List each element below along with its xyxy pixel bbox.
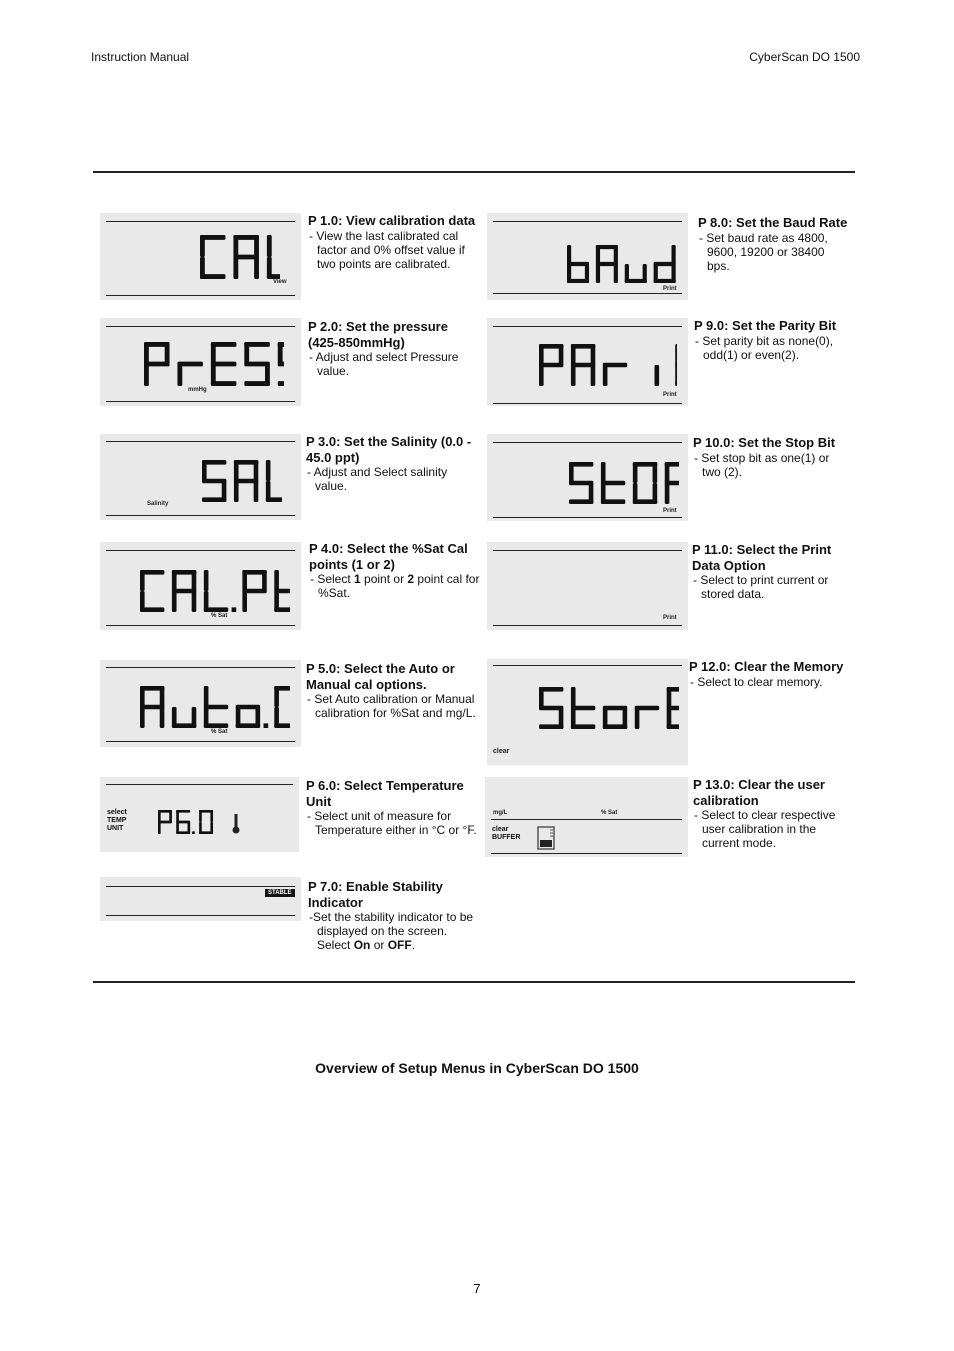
lcd-character [539, 687, 563, 729]
desc-body-p12: - Select to clear memory. [690, 674, 823, 689]
lcd-character [236, 705, 260, 728]
desc-p10 [693, 435, 851, 479]
lcd-panel-p1 [100, 213, 301, 300]
desc-p12 [689, 659, 859, 689]
header-right: CyberScan DO 1500 [749, 50, 860, 64]
bottom-rule [93, 981, 855, 983]
lcd-character [633, 462, 657, 504]
lcd-panel-p10 [487, 434, 688, 521]
desc-title-p3: P 3.0: Set the Salinity (0.0 - 45.0 ppt) [306, 434, 472, 465]
lcd-character [177, 362, 203, 386]
lcd-tag-select-temp-unit: select TEMP UNIT [107, 809, 127, 832]
desc-title-p8: P 8.0: Set the Baud Rate [698, 215, 848, 230]
lcd-panel-p7 [100, 877, 301, 921]
lcd-character [675, 344, 677, 386]
lcd-display-p4 [140, 570, 290, 612]
thermometer-icon [232, 813, 240, 835]
desc-p9 [694, 318, 852, 362]
lcd-character [202, 460, 226, 502]
lcd-panel-p12 [487, 659, 688, 765]
lcd-character [176, 810, 190, 834]
lcd-character [603, 706, 627, 729]
lcd-character [596, 245, 618, 283]
desc-body-p3: - Adjust and Select salinity value. [307, 465, 448, 493]
desc-title-p2: P 2.0: Set the pressure (425-850mmHg) [308, 319, 448, 350]
desc-p4 [309, 541, 481, 600]
lcd-display-p1 [200, 235, 280, 279]
lcd-character [204, 686, 228, 728]
lcd-tag-clear-p12: clear [493, 748, 510, 755]
lcd-character [200, 235, 226, 279]
lcd-character [144, 342, 170, 386]
lcd-display-p2 [144, 342, 284, 386]
desc-title-p13: P 13.0: Clear the user calibration [693, 777, 825, 808]
lcd-panel-p13 [485, 777, 688, 857]
desc-title-p5: P 5.0: Select the Auto or Manual cal options. [306, 661, 455, 692]
desc-title-p12: P 12.0: Clear the Memory [689, 659, 844, 674]
desc-title-p9: P 9.0: Set the Parity Bit [694, 318, 837, 333]
lcd-character [266, 460, 282, 502]
lcd-character [172, 707, 196, 728]
lcd-panel-p2 [100, 318, 301, 406]
desc-body-p6: - Select unit of measure for Temperature either in °C or °F. [307, 809, 477, 837]
lcd-tag-mmhg: mmHg [188, 387, 207, 393]
desc-p6 [306, 778, 478, 837]
header-left: Instruction Manual [91, 50, 190, 64]
lcd-display-p8 [567, 245, 677, 283]
lcd-tag-clear-buffer: clear BUFFER [492, 826, 521, 841]
lcd-character [233, 235, 259, 279]
lcd-tag-print-p10: Print [663, 508, 677, 514]
lcd-tag-salinity: Salinity [147, 501, 169, 507]
lcd-character [158, 810, 172, 834]
lcd-display-p12 [539, 687, 679, 729]
lcd-panel-p6 [100, 777, 299, 852]
lcd-character [601, 462, 625, 504]
lcd-character [267, 235, 280, 279]
desc-p11 [692, 542, 850, 601]
lcd-character [172, 570, 196, 612]
desc-body-p8: - Set baud rate as 4800, 9600, 19200 or 38400 bps. [699, 230, 828, 273]
desc-body-p2: - Adjust and select Pressure value. [309, 350, 459, 378]
lcd-character [539, 344, 563, 386]
lcd-decimal-point [264, 723, 269, 728]
lcd-panel-p3 [100, 434, 301, 520]
desc-title-p4: P 4.0: Select the %Sat Cal points (1 or 2) [309, 541, 468, 572]
desc-p5 [306, 661, 481, 720]
lcd-tag-mgl: mg/L [493, 810, 508, 816]
lcd-panel-p8 [487, 213, 688, 300]
desc-body-p11: - Select to print current or stored data. [693, 573, 829, 601]
top-rule [93, 171, 855, 173]
lcd-character [665, 462, 679, 504]
lcd-character [274, 686, 290, 728]
lcd-decimal-point [192, 831, 195, 834]
desc-p8 [698, 215, 848, 273]
lcd-character [654, 245, 676, 283]
lcd-display-p9 [539, 344, 677, 386]
lcd-character [278, 342, 284, 386]
desc-p1 [308, 213, 480, 271]
desc-body-p9: - Set parity bit as none(0), odd(1) or even(2). [695, 333, 834, 362]
desc-title-p7: P 7.0: Enable Stability Indicator [308, 879, 443, 910]
lcd-display-p5 [140, 686, 290, 728]
lcd-character [199, 810, 213, 834]
lcd-character [571, 344, 595, 386]
lcd-character [667, 687, 679, 729]
desc-title-p6: P 6.0: Select Temperature Unit [306, 778, 464, 809]
lcd-character [571, 687, 595, 729]
lcd-character [569, 462, 593, 504]
lcd-character [140, 686, 164, 728]
desc-p2 [308, 319, 480, 378]
figure-caption: Overview of Setup Menus in CyberScan DO 1500 [315, 1060, 639, 1076]
lcd-character [140, 570, 164, 612]
lcd-display-p10 [569, 462, 679, 504]
lcd-tag-print-p9: Print [663, 392, 677, 398]
stable-badge: STABLE [265, 889, 295, 897]
lcd-panel-p5 [100, 660, 301, 747]
beaker-icon [537, 826, 555, 850]
lcd-character [234, 460, 258, 502]
desc-p13 [693, 777, 851, 850]
desc-body-p4: - Select 1 point or 2 point cal for %Sat. [310, 572, 480, 600]
lcd-character [274, 570, 290, 612]
lcd-panel-p11 [487, 542, 688, 630]
lcd-character [211, 342, 237, 386]
lcd-display-p6 [158, 810, 218, 834]
lcd-character [603, 363, 627, 386]
desc-p7 [308, 879, 480, 952]
desc-body-p7: -Set the stability indicator to be displayed on the screen. Select On or OFF. [309, 910, 474, 952]
lcd-tag-sat-p4: % Sat [211, 613, 228, 619]
desc-title-p1: P 1.0: View calibration data [308, 213, 476, 228]
lcd-character [242, 570, 266, 612]
desc-body-p13: - Select to clear respective user calibration in the current mode. [694, 808, 836, 850]
lcd-tag-sat-p13: % Sat [601, 810, 618, 816]
lcd-panel-p9 [487, 318, 688, 406]
desc-body-p1: - View the last calibrated cal factor and 0% offset value if two points are calibrated. [309, 228, 465, 271]
lcd-tag-print-p11: Print [663, 615, 677, 621]
page-number: 7 [473, 1281, 481, 1296]
lcd-tag-view: View [273, 279, 287, 285]
lcd-tag-print-p8: Print [663, 286, 677, 292]
lcd-character [204, 570, 228, 612]
lcd-character [567, 245, 589, 283]
lcd-tag-sat-p5: % Sat [211, 729, 228, 735]
lcd-panel-p4 [100, 542, 301, 630]
lcd-character [625, 264, 647, 283]
lcd-character [655, 365, 660, 386]
desc-title-p10: P 10.0: Set the Stop Bit [693, 435, 836, 450]
lcd-display-p3 [202, 460, 282, 502]
desc-body-p10: - Set stop bit as one(1) or two (2). [694, 450, 830, 479]
desc-body-p5: - Set Auto calibration or Manual calibration for %Sat and mg/L. [307, 692, 476, 720]
desc-title-p11: P 11.0: Select the Print Data Option [692, 542, 832, 573]
lcd-decimal-point [232, 607, 237, 612]
lcd-character [635, 706, 659, 729]
desc-p3 [306, 434, 481, 493]
lcd-character [244, 342, 270, 386]
